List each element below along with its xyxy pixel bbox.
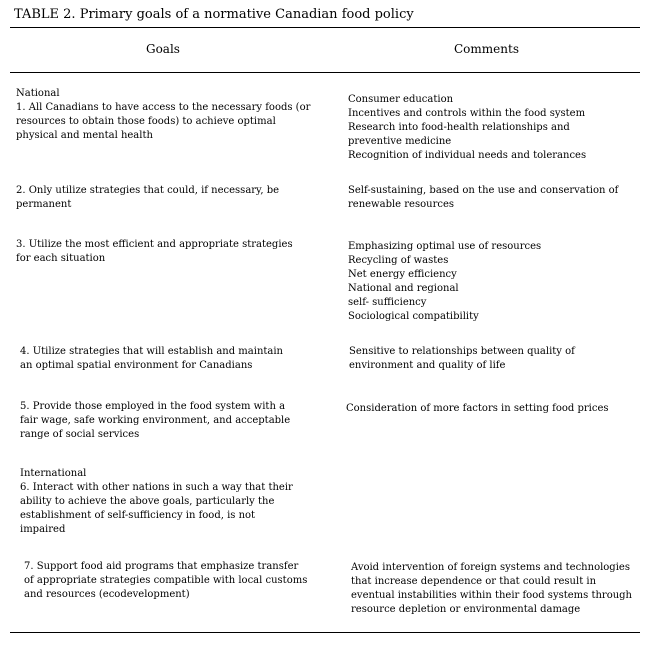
goal-line: range of social services [20, 429, 140, 440]
goal-line: an optimal spatial environment for Canadians [20, 360, 253, 371]
goal-line: of appropriate strategies compatible with local customs [24, 575, 308, 586]
comment-line: Avoid intervention of foreign systems and technologies [351, 562, 630, 573]
comment-line: National and regional [348, 283, 459, 294]
comment-line: preventive medicine [348, 136, 452, 147]
goal-line: National [16, 88, 60, 99]
comment-line: resource depletion or environmental damage [351, 604, 581, 615]
comment-cell-5 [346, 402, 609, 416]
comments-column-header: Comments [454, 42, 519, 56]
comment-line: Sociological compatibility [348, 311, 479, 322]
goal-line: 5. Provide those employed in the food system with a [20, 401, 286, 412]
comment-line: Recycling of wastes [348, 255, 449, 266]
goals-column-header: Goals [146, 42, 180, 56]
goal-cell-4 [20, 345, 283, 373]
comment-line: Emphasizing optimal use of resources [348, 241, 542, 252]
goal-line: impaired [20, 524, 66, 535]
comment-line: renewable resources [348, 199, 454, 210]
comment-cell-2 [348, 184, 618, 212]
goal-line: ability to achieve the above goals, particularly the [20, 496, 275, 507]
goal-line: resources to obtain those foods) to achieve optimal [16, 116, 276, 127]
goal-line: 1. All Canadians to have access to the necessary foods (or [16, 102, 311, 113]
goal-line: physical and mental health [16, 130, 153, 141]
goal-cell-7 [24, 560, 307, 602]
header-rule [10, 72, 640, 73]
goal-cell-2 [16, 184, 279, 212]
comment-line: Consumer education [348, 94, 454, 105]
comment-cell-7 [351, 561, 632, 617]
comment-line: self- sufficiency [348, 297, 427, 308]
goal-line: 7. Support food aid programs that emphasize transfer [24, 561, 299, 572]
comment-line: that increase dependence or that could result in [351, 576, 597, 587]
bottom-rule [10, 632, 640, 633]
comment-line: Self-sustaining, based on the use and conservation of [348, 185, 619, 196]
goal-line: and resources (ecodevelopment) [24, 589, 190, 600]
top-rule [10, 27, 640, 28]
comment-line: Net energy efficiency [348, 269, 457, 280]
comment-line: eventual instabilities within their food systems through [351, 590, 632, 601]
comment-line: Research into food-health relationships and [348, 122, 570, 133]
goal-line: fair wage, safe working environment, and acceptable [20, 415, 291, 426]
goal-line: for each situation [16, 253, 106, 264]
goal-line: 6. Interact with other nations in such a way that their [20, 482, 293, 493]
comment-cell-4 [349, 345, 575, 373]
goal-cell-3 [16, 238, 293, 266]
goal-line: 4. Utilize strategies that will establish and maintain [20, 346, 283, 357]
comment-cell-1 [348, 93, 586, 163]
goal-cell-5 [20, 400, 290, 442]
comment-line: environment and quality of life [349, 360, 506, 371]
comment-line: Consideration of more factors in setting food prices [346, 403, 609, 414]
comment-line: Recognition of individual needs and tolerances [348, 150, 587, 161]
goal-line: permanent [16, 199, 72, 210]
goal-line: establishment of self-sufficiency in food, is not [20, 510, 256, 521]
goal-cell-1 [16, 87, 310, 143]
goal-line: 3. Utilize the most efficient and appropriate strategies [16, 239, 293, 250]
comment-cell-3 [348, 240, 541, 324]
comment-line: Sensitive to relationships between quality of [349, 346, 575, 357]
goal-line: International [20, 468, 87, 479]
goal-line: 2. Only utilize strategies that could, if necessary, be [16, 185, 280, 196]
goal-cell-6 [20, 467, 293, 537]
table-title: TABLE 2. Primary goals of a normative Canadian food policy [14, 7, 414, 22]
comment-line: Incentives and controls within the food system [348, 108, 586, 119]
